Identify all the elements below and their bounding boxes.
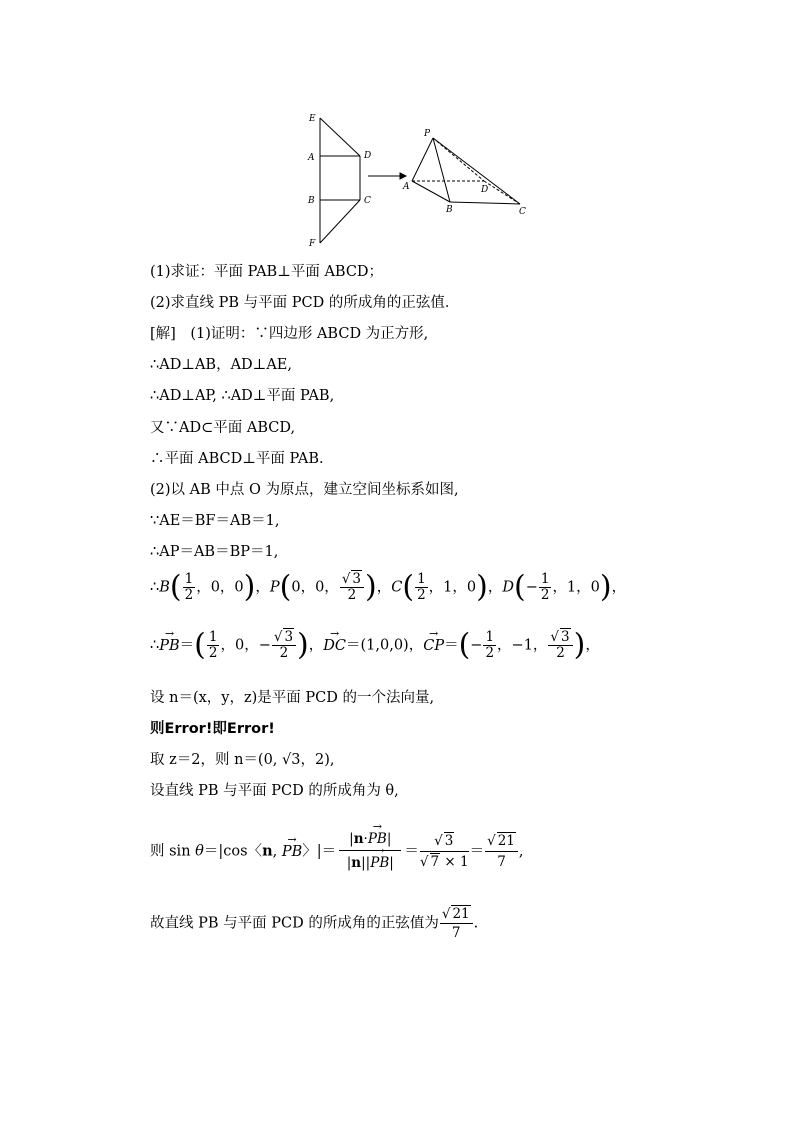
solution-line-3: ∴AD⊥AP, ∴AD⊥平面 PAB, — [150, 388, 335, 404]
label-P: P — [424, 129, 431, 139]
solution-line-8: ∴AP＝AB＝BP＝1, — [150, 544, 279, 560]
coordinates-line: ∴B( $\frac{1}{2}$ ，0，0)，P(0，0， $\frac{√ 3}{2}$ )，C( $\frac{1}{2}$ ，1，0)，D(− $\frac{1}{2}$ ，1，0)， — [150, 569, 627, 605]
pyramid-diagram — [412, 138, 520, 204]
solution-line-11: 设 n＝(x，y，z)是平面 PCD 的一个法向量, — [150, 690, 435, 706]
solution-line-13: 取 z＝2，则 n＝(0, √3，2), — [150, 752, 335, 768]
solution-line-4: 又∵AD⊂平面 ABCD, — [150, 420, 296, 436]
label-E: E — [309, 114, 316, 124]
geometry-figure — [300, 108, 540, 248]
label-F: F — [309, 239, 316, 248]
question-2: (2)求直线 PB 与平面 PCD 的所成角的正弦值． — [150, 295, 460, 311]
final-answer-text: 故直线 PB 与平面 PCD 的所成角的正弦值为 — [150, 915, 439, 932]
question-1: (1)求证：平面 PAB⊥平面 ABCD； — [150, 264, 384, 280]
label-D-left: D — [364, 151, 372, 161]
label-A-right: A — [403, 182, 410, 192]
solution-line-1: [解] (1)证明：∵四边形 ABCD 为正方形, — [150, 326, 429, 342]
solution-line-14: 设直线 PB 与平面 PCD 的所成角为 θ, — [150, 783, 399, 799]
net-diagram — [320, 118, 360, 243]
solution-line-7: ∵AE＝BF＝AB＝1, — [150, 513, 280, 529]
label-A-left: A — [308, 153, 315, 163]
label-C-left: C — [364, 196, 371, 206]
sine-formula: 则 sin θ＝|cos〈n, → PB〉|＝ $\frac{|n\cdot\to PB|}{|n||\to PB|}$ ＝ $\frac{√ 3}{√ 7 \times 1}$ ＝ $\frac{√ 21}{7}$ , — [150, 828, 524, 875]
arrow — [368, 173, 406, 179]
solution-line-12: 则Error!即Error! — [150, 721, 275, 737]
solution-line-2: ∴AD⊥AB，AD⊥AE, — [150, 357, 292, 373]
label-D-right: D — [481, 185, 489, 195]
label-B-left: B — [308, 196, 315, 206]
label-B-right: B — [446, 205, 453, 215]
solution-line-6: (2)以 AB 中点 O 为原点，建立空间坐标系如图, — [150, 482, 459, 498]
vectors-line: ∴→ PB＝( $\frac{1}{2}$ ，0，− $\frac{√ 3}{2}$ )，→ DC＝(1,0,0)，→ CP＝(− $\frac{1}{2}$ ，−1， $\frac{√ 3}{2}$ )， — [150, 630, 600, 661]
final-answer: 故直线 PB 与平面 PCD 的所成角的正弦值为 $\frac{√ 21}{7}$ . — [150, 906, 479, 941]
label-C-right: C — [519, 207, 526, 217]
solution-line-5: ∴平面 ABCD⊥平面 PAB. — [150, 451, 324, 467]
